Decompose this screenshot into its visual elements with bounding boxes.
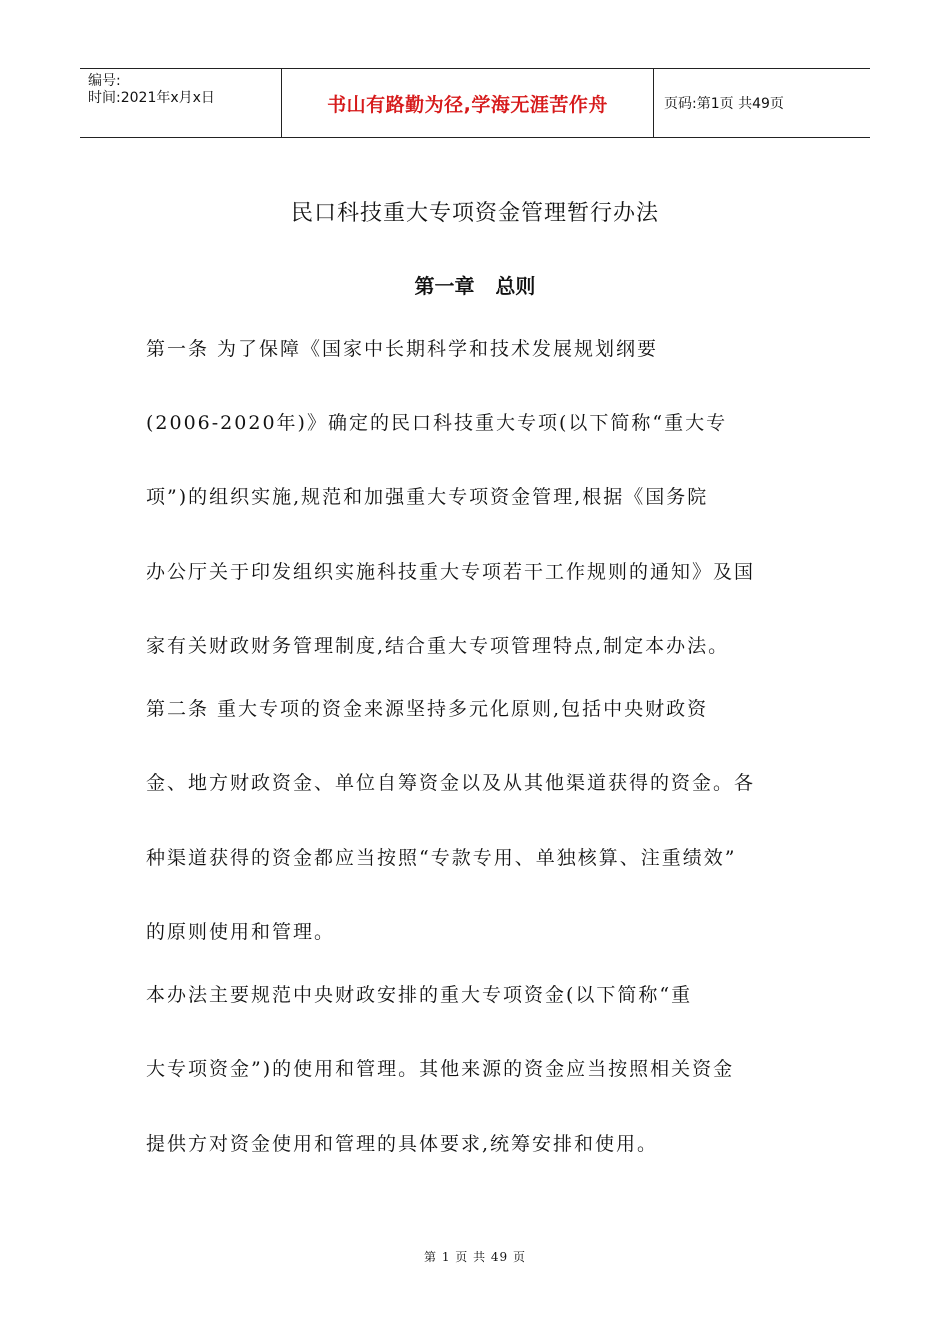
- document-time-label: 时间:2021年x月x日: [88, 90, 215, 106]
- body-line: 办公厅关于印发组织实施科技重大专项若干工作规则的通知》及国: [146, 561, 756, 583]
- body-line: 金、地方财政资金、单位自筹资金以及从其他渠道获得的资金。各: [146, 772, 756, 794]
- body-line: 第二条 重大专项的资金来源坚持多元化原则,包括中央财政资: [146, 698, 709, 720]
- header-table: [80, 68, 870, 138]
- body-line: 本办法主要规范中央财政安排的重大专项资金(以下简称“重: [146, 984, 693, 1006]
- document-title: 民口科技重大专项资金管理暂行办法: [290, 201, 659, 226]
- header-motto: 书山有路勤为径,学海无涯苦作舟: [282, 69, 654, 137]
- document-number-label: 编号:: [88, 73, 121, 89]
- chapter-heading: 第一章 总则: [414, 274, 536, 298]
- page-footer: 第 1 页 共 49 页: [424, 1250, 526, 1264]
- body-line: 家有关财政财务管理制度,结合重大专项管理特点,制定本办法。: [146, 635, 730, 657]
- body-line: 第一条 为了保障《国家中长期科学和技术发展规划纲要: [146, 338, 659, 360]
- body-line: (2006-2020年)》确定的民口科技重大专项(以下简称“重大专: [146, 412, 728, 434]
- body-line: 提供方对资金使用和管理的具体要求,统筹安排和使用。: [146, 1133, 659, 1155]
- header-meta-cell: [80, 69, 282, 137]
- body-line: 大专项资金”)的使用和管理。其他来源的资金应当按照相关资金: [146, 1058, 735, 1080]
- header-page-info: 页码:第1页 共49页: [664, 96, 784, 112]
- body-line: 种渠道获得的资金都应当按照“专款专用、单独核算、注重绩效”: [146, 847, 737, 869]
- body-line: 项”)的组织实施,规范和加强重大专项资金管理,根据《国务院: [146, 486, 709, 508]
- body-line: 的原则使用和管理。: [146, 921, 336, 943]
